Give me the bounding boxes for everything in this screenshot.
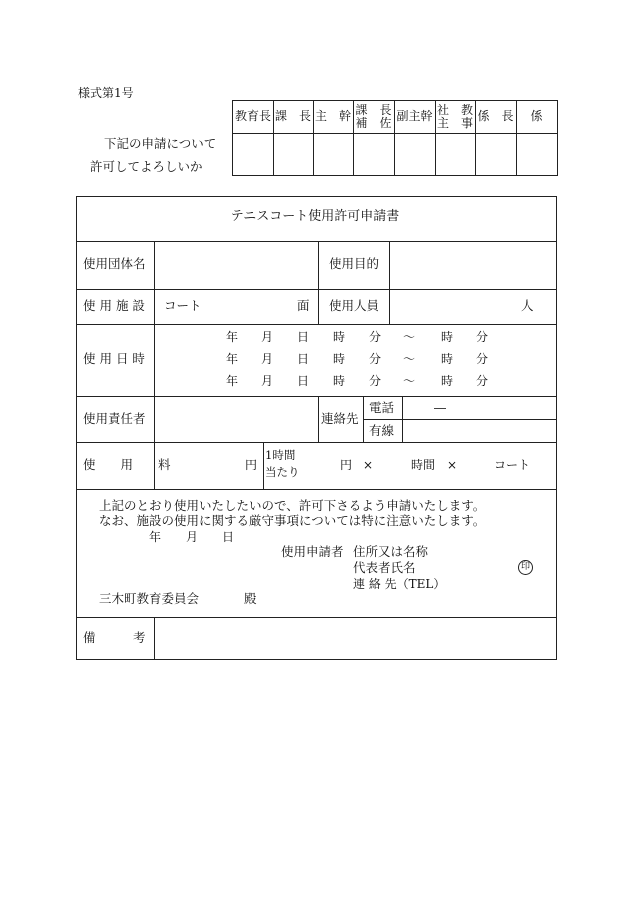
per-hour-label-1: 1時間 xyxy=(265,448,296,462)
landline-field[interactable] xyxy=(403,420,555,440)
responsible-label: 使用責任者 xyxy=(83,411,146,426)
fee-label: 使 用 料 xyxy=(83,457,171,472)
purpose-field[interactable] xyxy=(390,242,556,288)
board-name: 三木町教育委員会 xyxy=(99,591,200,606)
facility-label: 使 用 施 設 xyxy=(83,298,145,313)
statement-day: 日 xyxy=(222,530,235,544)
phone-field[interactable] xyxy=(403,397,555,418)
fee-yen-unit: 円 xyxy=(245,458,258,472)
landline-label: 有線 xyxy=(369,423,395,438)
purpose-label: 使用目的 xyxy=(329,256,380,271)
court-count-unit: 面 xyxy=(297,298,310,313)
people-field[interactable] xyxy=(390,290,556,324)
address-label: 住所又は名称 xyxy=(353,544,429,559)
per-hour-label-2: 当たり xyxy=(265,465,300,479)
facility-field[interactable] xyxy=(155,290,315,324)
approval-prompt-line2: 許可してよろしいか xyxy=(90,159,203,174)
approval-header-staff: 係 xyxy=(530,109,543,124)
court-label: コート xyxy=(164,298,202,313)
applicant-label: 使用申請者 xyxy=(281,544,344,559)
contact-label: 連絡先 xyxy=(321,411,359,426)
representative-label: 代表者氏名 xyxy=(353,560,416,575)
remarks-field[interactable] xyxy=(155,618,555,658)
approval-header-superintendent: 教育長 xyxy=(234,109,271,124)
approval-header-section-chief: 課 長 xyxy=(274,109,311,124)
statement-month: 月 xyxy=(186,530,199,544)
approval-header-social-education: 社 教 主 事 xyxy=(436,102,473,130)
seal-mark-icon: 印 xyxy=(518,560,533,575)
courts-unit: コート xyxy=(494,458,531,472)
approval-prompt-line1: 下記の申請について xyxy=(104,136,217,151)
statement-year: 年 xyxy=(149,530,162,544)
multiply-sign-1: × xyxy=(363,458,374,472)
contact-tel-label: 連 絡 先（TEL） xyxy=(353,577,446,591)
hourly-yen-unit: 円 xyxy=(340,458,353,472)
approval-stamp-table xyxy=(232,100,558,176)
statement-line-1: 上記のとおり使用いたしたいので、許可下さるよう申請いたします。 xyxy=(99,498,486,513)
approval-header-deputy-chief: 課 長 補 佐 xyxy=(355,102,392,130)
form-number: 様式第1号 xyxy=(78,86,134,100)
phone-label: 電話 xyxy=(369,400,395,415)
group-name-label: 使用団体名 xyxy=(83,256,146,271)
statement-line-2: なお、施設の使用に関する厳守事項については特に注意いたします。 xyxy=(99,513,486,528)
datetime-label: 使 用 日 時 xyxy=(83,351,145,366)
group-name-field[interactable] xyxy=(155,242,315,288)
fee-field[interactable] xyxy=(155,443,240,487)
honorific: 殿 xyxy=(244,591,257,606)
approval-header-unit-chief: 係 長 xyxy=(477,109,514,124)
form-title: テニスコート使用許可申請書 xyxy=(230,209,400,224)
responsible-field[interactable] xyxy=(155,397,315,439)
approval-header-deputy-senior: 副主幹 xyxy=(396,109,433,124)
hours-unit: 時間 xyxy=(411,458,436,472)
multiply-sign-2: × xyxy=(447,458,458,472)
phone-dash: ― xyxy=(434,401,446,415)
approval-header-senior-officer: 主 幹 xyxy=(314,109,351,124)
people-unit: 人 xyxy=(521,298,534,313)
people-label: 使用人員 xyxy=(329,298,380,313)
remarks-label: 備 考 xyxy=(83,630,146,645)
